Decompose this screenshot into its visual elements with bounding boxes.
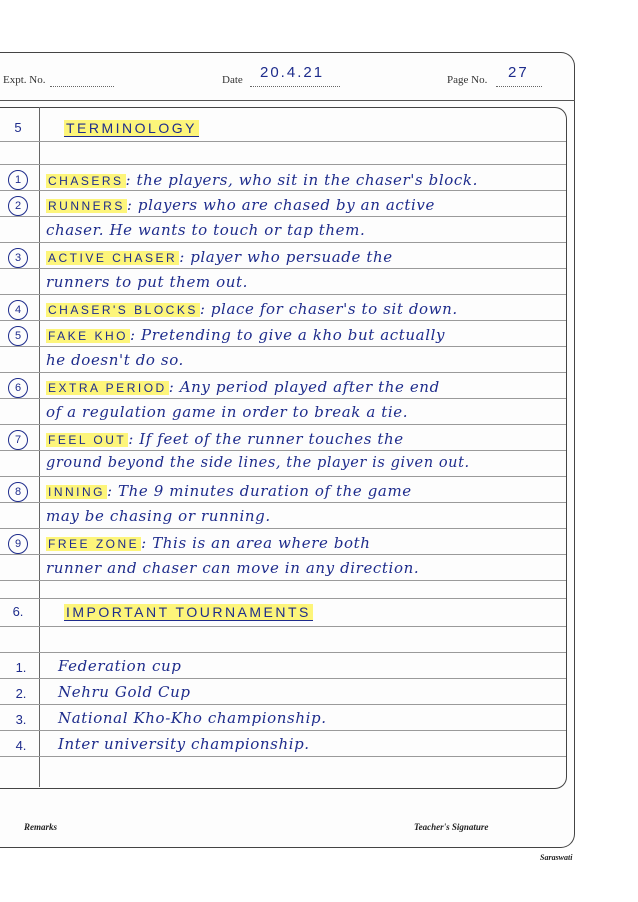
ruled-line [0, 141, 566, 142]
ruled-line [0, 216, 566, 217]
ruled-line [0, 704, 566, 705]
item-3-number: 3 [8, 248, 28, 268]
section-6-title-text: IMPORTANT TOURNAMENTS [66, 604, 311, 620]
item-1-line-1 [46, 170, 478, 189]
item-2-line-1 [46, 195, 435, 214]
ruled-line [0, 190, 566, 191]
ruled-line [0, 372, 566, 373]
ruled-line [0, 424, 566, 425]
section-6-title [64, 604, 313, 620]
term-free-zone: FREE ZONE [48, 537, 140, 551]
def-chasers: : the players, who sit in the chaser's block. [125, 171, 478, 189]
tournament-4: Inter university championship. [58, 735, 310, 753]
ruled-line [0, 756, 566, 757]
ruled-line [0, 268, 566, 269]
expt-no-field [50, 86, 114, 87]
def-feel-out-1: : If feet of the runner touches the [128, 430, 404, 448]
item-6-line-1 [46, 377, 440, 396]
expt-no-label: Expt. No. [3, 74, 46, 86]
teacher-signature-label: Teacher's Signature [414, 822, 489, 832]
item-5-line-1 [46, 325, 445, 344]
section-5-title-text: TERMINOLOGY [66, 120, 197, 136]
item-3-line-2: runners to put them out. [46, 273, 248, 291]
term-runners: RUNNERS [48, 199, 125, 213]
def-chasers-blocks: : place for chaser's to sit down. [199, 300, 458, 318]
item-3-line-1 [46, 247, 393, 266]
item-8-line-2: may be chasing or running. [46, 507, 271, 525]
item-4-line-1 [46, 299, 458, 318]
def-free-zone-1: : This is an area where both [141, 534, 371, 552]
item-8-number: 8 [8, 482, 28, 502]
def-fake-kho-1: : Pretending to give a kho but actually [130, 326, 446, 344]
page-no-value: 27 [508, 64, 529, 81]
def-extra-period-1: : Any period played after the end [168, 378, 440, 396]
page-no-label: Page No. [447, 74, 488, 86]
item-7-number: 7 [8, 430, 28, 450]
page-no-field [496, 86, 542, 87]
ruled-line [0, 294, 566, 295]
section-5-number: 5 [14, 120, 22, 135]
ruled-line [0, 164, 566, 165]
ruled-line [0, 554, 566, 555]
date-value: 20.4.21 [260, 64, 325, 81]
item-5-line-2: he doesn't do so. [46, 351, 184, 369]
ruled-line [0, 398, 566, 399]
ruled-line [0, 626, 566, 627]
item-9-line-2: runner and chaser can move in any direction. [46, 559, 420, 577]
tournament-2-number: 2. [15, 686, 27, 701]
ruled-line [0, 678, 566, 679]
item-7-line-2: ground beyond the side lines, the player is given out. [46, 455, 470, 471]
item-1-number: 1 [8, 170, 28, 190]
term-chasers-blocks: CHASER'S BLOCKS [48, 303, 198, 317]
term-extra-period: EXTRA PERIOD [48, 381, 167, 395]
item-2-number: 2 [8, 196, 28, 216]
term-fake-kho: FAKE KHO [48, 329, 129, 343]
tournament-3: National Kho-Kho championship. [58, 709, 327, 727]
item-9-line-1 [46, 533, 371, 552]
def-active-chaser-1: : player who persuade the [179, 248, 393, 266]
margin-line [39, 107, 40, 787]
ruled-line [0, 528, 566, 529]
item-8-line-1 [46, 481, 412, 500]
term-chasers: CHASERS [48, 174, 124, 188]
def-inning-1: : The 9 minutes duration of the game [107, 482, 412, 500]
ruled-line [0, 598, 566, 599]
date-field [250, 86, 340, 87]
item-7-line-1 [46, 429, 404, 448]
page-header [0, 52, 574, 100]
tournament-3-number: 3. [15, 712, 27, 727]
item-9-number: 9 [8, 534, 28, 554]
section-6-number: 6. [12, 604, 24, 619]
term-inning: INNING [48, 485, 105, 499]
tournament-1: Federation cup [58, 657, 182, 675]
ruled-line [0, 450, 566, 451]
term-feel-out: FEEL OUT [48, 433, 127, 447]
item-2-line-2: chaser. He wants to touch or tap them. [46, 221, 366, 239]
ruled-line [0, 652, 566, 653]
header-divider [0, 100, 575, 101]
ruled-line [0, 730, 566, 731]
section-5-title [64, 120, 199, 136]
ruled-line [0, 346, 566, 347]
tournament-4-number: 4. [15, 738, 27, 753]
ruled-line [0, 502, 566, 503]
ruled-line [0, 242, 566, 243]
def-runners-1: : players who are chased by an active [126, 196, 435, 214]
tournament-2: Nehru Gold Cup [58, 683, 191, 701]
item-6-number: 6 [8, 378, 28, 398]
term-active-chaser: ACTIVE CHASER [48, 251, 178, 265]
item-6-line-2: of a regulation game in order to break a tie. [46, 403, 409, 421]
date-label: Date [222, 74, 243, 86]
item-5-number: 5 [8, 326, 28, 346]
item-4-number: 4 [8, 300, 28, 320]
tournament-1-number: 1. [15, 660, 27, 675]
ruled-line [0, 476, 566, 477]
remarks-label: Remarks [24, 822, 58, 832]
ruled-line [0, 580, 566, 581]
ruled-line [0, 320, 566, 321]
brand-logo-text: Saraswati [540, 853, 573, 862]
